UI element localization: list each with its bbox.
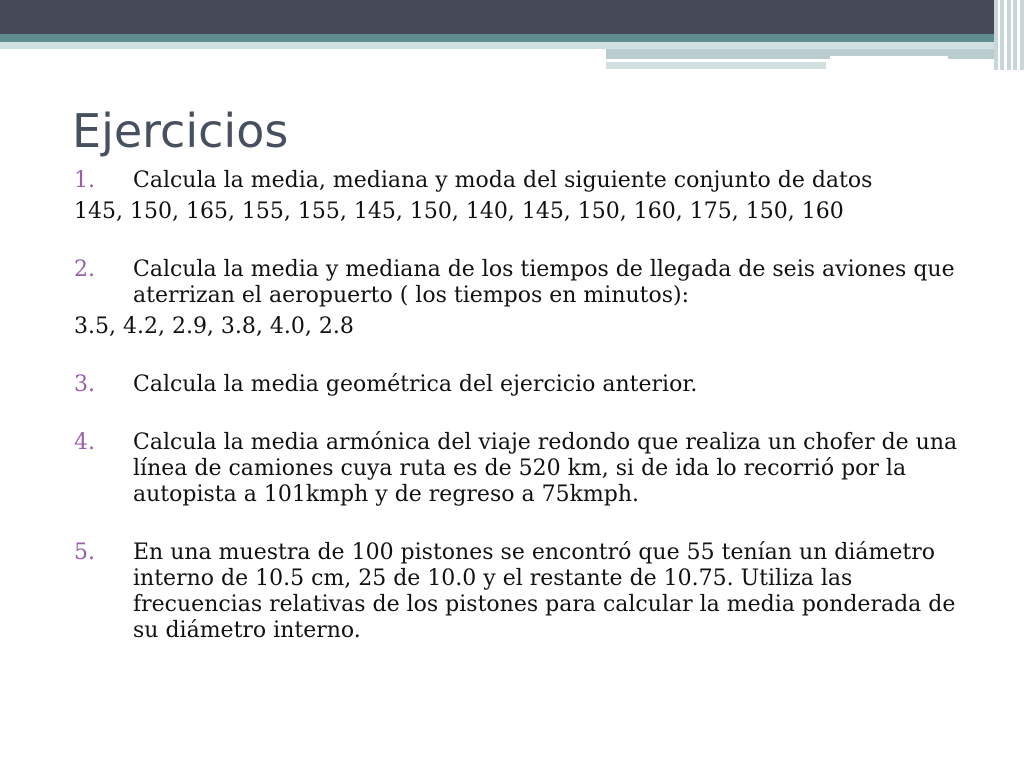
exercise-item-2: [74, 257, 974, 309]
exercise-item-5: [74, 540, 974, 644]
header-vertical-stripes: [994, 0, 1024, 70]
exercise-text: En una muestra de 100 pistones se encontró que 55 tenían un diámetro interno de 10.5 cm, 25 de 10.0 y el restante de 10.75. Utiliza las frecuencias relativas de los pistones para calcular la media ponderada de su diámetro interno.: [133, 540, 956, 643]
exercise-number: 4.: [74, 430, 95, 455]
exercise-item-3: [74, 372, 974, 398]
exercise-text: Calcula la media y mediana de los tiempos de llegada de seis aviones que aterrizan el aeropuerto ( los tiempos en minutos):: [133, 257, 955, 308]
header-accent-bar-short: [606, 62, 826, 69]
header-accent-line: [830, 56, 948, 59]
exercise-list: [74, 168, 974, 644]
header-teal-band: [0, 34, 1024, 42]
exercise-number: 3.: [74, 372, 95, 397]
exercise-data: 145, 150, 165, 155, 155, 145, 150, 140, 145, 150, 160, 175, 150, 160: [74, 199, 844, 224]
exercise-text: Calcula la media geométrica del ejercicio anterior.: [133, 372, 698, 397]
exercise-number: 1.: [74, 168, 95, 193]
exercise-item-1: [74, 168, 974, 194]
header-dark-band: [0, 0, 1024, 34]
slide-title: Ejercicios: [72, 104, 289, 158]
exercise-text: Calcula la media armónica del viaje redondo que realiza un chofer de una línea de camiones cuya ruta es de 520 km, si de ida lo recorrió por la autopista a 101kmph y de regreso a 75kmph.: [133, 430, 958, 507]
header-light-band: [0, 42, 1024, 49]
exercise-data: 3.5, 4.2, 2.9, 3.8, 4.0, 2.8: [74, 314, 354, 339]
exercise-number: 2.: [74, 257, 95, 282]
exercise-text: Calcula la media, mediana y moda del siguiente conjunto de datos: [133, 168, 873, 193]
exercise-number: 5.: [74, 540, 95, 565]
exercise-item-4: [74, 430, 974, 508]
